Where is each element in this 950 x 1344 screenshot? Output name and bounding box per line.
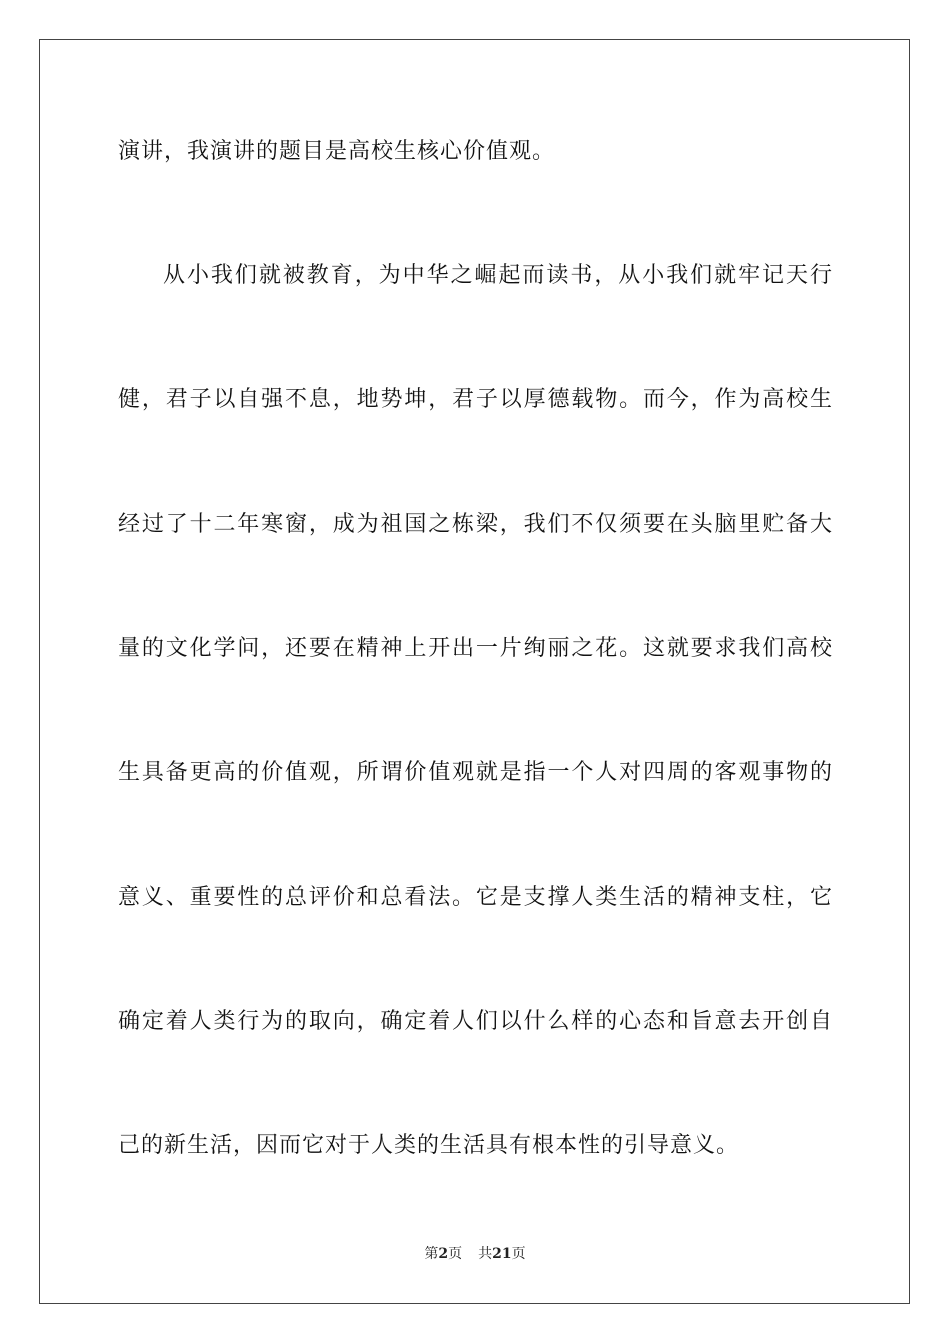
- page-footer: [0, 1244, 950, 1264]
- paragraph-line-3: 健，君子以自强不息，地势坤，君子以厚德载物。而今，作为高校生: [118, 387, 833, 412]
- paragraph-line-1: 演讲，我演讲的题目是高校生核心价值观。: [118, 139, 556, 164]
- paragraph-line-6: 生具备更高的价值观，所谓价值观就是指一个人对四周的客观事物的: [118, 760, 833, 785]
- paragraph-line-8: 确定着人类行为的取向，确定着人们以什么样的心态和旨意去开创自: [118, 1009, 833, 1034]
- paragraph-line-5: 量的文化学问，还要在精神上开出一片绚丽之花。这就要求我们高校: [118, 636, 833, 661]
- footer-page-suffix: 页: [448, 1246, 463, 1262]
- paragraph-line-2: 从小我们就被教育，为中华之崛起而读书，从小我们就牢记天行: [163, 263, 833, 288]
- paragraph-line-7: 意义、重要性的总评价和总看法。它是支撑人类生活的精神支柱，它: [118, 885, 833, 910]
- page-border: [39, 39, 910, 1304]
- paragraph-line-9: 己的新生活，因而它对于人类的生活具有根本性的引导意义。: [118, 1133, 740, 1158]
- footer-total-suffix: 页: [511, 1246, 526, 1262]
- paragraph-line-4: 经过了十二年寒窗，成为祖国之栋梁，我们不仅须要在头脑里贮备大: [118, 512, 833, 537]
- footer-total-number: 21: [492, 1246, 512, 1262]
- footer-total-prefix: 共: [478, 1246, 493, 1262]
- footer-page-prefix: 第: [424, 1246, 439, 1262]
- footer-page-number: 2: [438, 1246, 449, 1262]
